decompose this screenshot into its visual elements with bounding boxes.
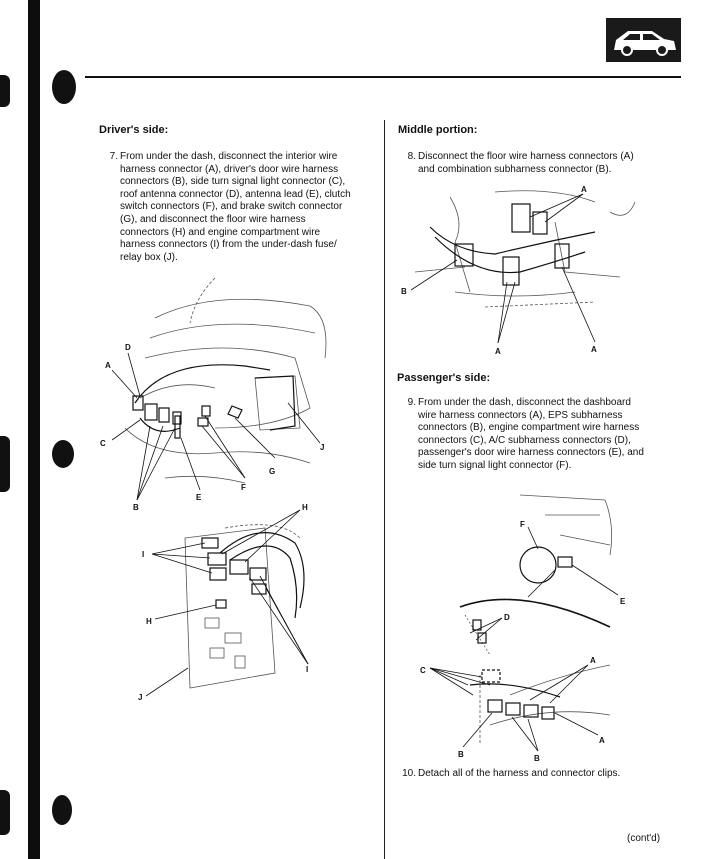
step-7 — [100, 151, 375, 271]
step-7-line: harness connector (A), driver's door wire harness — [120, 163, 339, 175]
fig4-label-c: C — [420, 666, 426, 675]
page-edge-mark — [0, 790, 10, 835]
step-7-line: harness connectors (I) from the under-dash fuse/ — [120, 239, 337, 251]
step-7-line: (G), and disconnect the floor wire harness — [120, 213, 306, 225]
fig1-label-b: B — [133, 503, 139, 512]
step-9-line: connectors (B), engine compartment wire harness — [418, 422, 640, 434]
fig1-label-d: D — [125, 343, 131, 352]
step-10-text: Detach all of the harness and connector clips. — [418, 768, 621, 779]
fig4-label-a-top: A — [590, 656, 596, 665]
fig3-label-a-bottom-right: A — [591, 345, 597, 354]
fig2-label-i-right: I — [306, 665, 309, 674]
middle-portion-heading: Middle portion: — [398, 124, 478, 136]
step-9 — [398, 397, 693, 477]
fig2-label-h-top: H — [302, 503, 308, 512]
step-9-line: connectors (C), A/C subharness connectors (D), — [418, 434, 631, 446]
fig4-label-e: E — [620, 597, 626, 606]
step-8 — [398, 151, 688, 179]
fig1-label-a: A — [105, 361, 111, 370]
punch-hole — [52, 795, 72, 825]
fig1-label-j: J — [320, 443, 325, 452]
page-edge-mark — [0, 436, 10, 492]
middle-portion-illustration — [395, 182, 640, 360]
fig4-label-d: D — [504, 613, 510, 622]
fig4-label-f: F — [520, 520, 525, 529]
step-7-line: relay box (J). — [120, 251, 178, 263]
binding-bar — [28, 0, 40, 859]
step-7-line: From under the dash, disconnect the interior wire — [120, 151, 338, 162]
punch-hole — [52, 70, 76, 104]
page-edge-mark — [0, 75, 10, 107]
fig3-label-a-bottom-left: A — [495, 347, 501, 356]
passenger-side-illustration — [410, 485, 640, 765]
fig3-label-b: B — [401, 287, 407, 296]
fig4-label-a-bottom: A — [599, 736, 605, 745]
car-side-icon — [606, 18, 681, 62]
fig2-label-i-left: I — [142, 550, 145, 559]
step-7-number: 7. — [109, 151, 118, 162]
step-9-line: wire harness connectors (A), EPS subharness — [418, 409, 623, 421]
fig1-label-g: G — [269, 467, 276, 476]
step-10 — [398, 768, 688, 782]
drivers-side-heading: Driver's side: — [99, 124, 169, 136]
step-10-number: 10. — [402, 768, 416, 779]
step-9-text — [418, 397, 644, 473]
step-8-line: and combination subharness connector (B). — [418, 163, 612, 175]
fig1-label-f: F — [241, 483, 246, 492]
step-8-text — [418, 151, 634, 176]
passengers-side-heading: Passenger's side: — [397, 372, 491, 384]
fig1-label-e: E — [196, 493, 202, 502]
fig1-label-c: C — [100, 439, 106, 448]
header-rule — [85, 76, 681, 78]
step-7-line: connectors (H) and engine compartment wire — [120, 226, 321, 238]
fig4-label-b-right: B — [534, 754, 540, 763]
continued-note: (cont'd) — [627, 833, 661, 844]
step-8-number: 8. — [407, 151, 416, 162]
fuse-relay-box-illustration — [130, 498, 330, 703]
fig2-label-j: J — [138, 693, 143, 702]
step-8-line: Disconnect the floor wire harness connectors (A) — [418, 151, 634, 162]
step-9-number: 9. — [407, 397, 416, 408]
step-7-line: roof antenna connector (D), antenna lead (E), clutch — [120, 188, 351, 200]
step-9-line: passenger's door wire harness connectors (E), and — [418, 447, 644, 459]
step-7-line: switch connectors (F), and brake switch connector — [120, 201, 343, 213]
fig4-label-b-left: B — [458, 750, 464, 759]
step-7-line: connectors (B), side turn signal light connector (C), — [120, 176, 346, 188]
fig3-label-a-top: A — [581, 185, 587, 194]
fig2-label-h-left: H — [146, 617, 152, 626]
step-9-line: From under the dash, disconnect the dashboard — [418, 397, 631, 408]
step-9-line: side turn signal light connector (F). — [418, 459, 572, 471]
step-7-text — [120, 151, 351, 264]
driver-dash-illustration — [95, 278, 345, 516]
column-divider — [384, 120, 385, 859]
punch-hole — [52, 440, 74, 468]
